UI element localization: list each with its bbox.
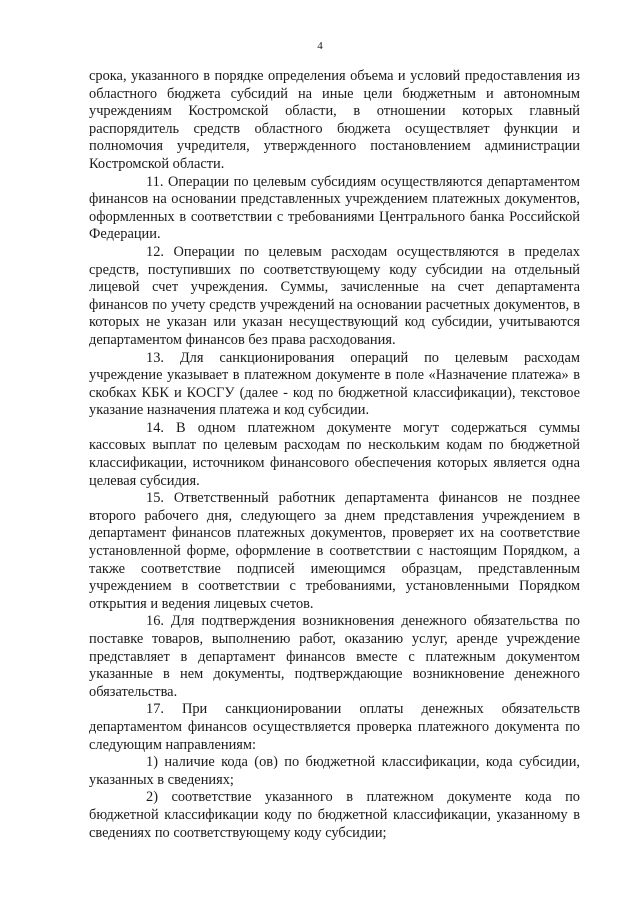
paragraph-11: 11. Операции по целевым субсидиям осуществляются департаментом финансов на основании представленных учреждением платежных документов, оформленных в соответствии с требованиями Центрального банка Российской Федерации. xyxy=(89,173,580,243)
paragraph-continuation: срока, указанного в порядке определения объема и условий предоставления из областного бюджета субсидий на иные цели бюджетным и автономным учреждениям Костромской области, в отношении которых главный распорядитель средств областного бюджета осуществляет функции и полномочия учредителя, утвержденного постановлением администрации Костромской области. xyxy=(89,68,580,172)
list-item-2: 2) соответствие указанного в платежном документе кода по бюджетной классификации коду по бюджетной классификации, указанному в сведениях по соответствующему коду субсидии; xyxy=(89,789,580,841)
paragraph-16: 16. Для подтверждения возникновения денежного обязательства по поставке товаров, выполнению работ, оказанию услуг, аренде учреждение представляет в департамент финансов вместе с платежным документом указанные в нем документы, подтверждающие возникновение денежного обязательства. xyxy=(89,613,580,700)
paragraph-17: 17. При санкционировании оплаты денежных обязательств департаментом финансов осуществляется проверка платежного документа по следующим направлениям: xyxy=(89,701,580,753)
paragraph-13: 13. Для санкционирования операций по целевым расходам учреждение указывает в платежном документе в поле «Назначение платежа» в скобках КБК и КОСГУ (далее - код по бюджетной классификации), текстовое указание назначения платежа и код субсидии. xyxy=(89,349,580,419)
page-number: 4 xyxy=(317,40,323,52)
list-item-1: 1) наличие кода (ов) по бюджетной классификации, кода субсидии, указанных в сведениях; xyxy=(89,754,580,788)
document-body xyxy=(89,68,580,842)
paragraph-14: 14. В одном платежном документе могут содержаться суммы кассовых выплат по целевым расходам по нескольким кодам по бюджетной классификации, источником финансового обеспечения которых является одна целевая субсидия. xyxy=(89,419,580,489)
paragraph-15: 15. Ответственный работник департамента финансов не позднее второго рабочего дня, следующего за днем представления учреждением в департамент финансов платежных документов, проверяет их на соответствие установленной форме, оформление в соответствии с настоящим Порядком, а также соответствие подписей имеющимся образцам, представленным учреждением в соответствии с требованиями, установленными Порядком открытия и ведения лицевых счетов. xyxy=(89,490,580,612)
paragraph-12: 12. Операции по целевым расходам осуществляются в пределах средств, поступивших по соответствующему коду субсидии на отдельный лицевой счет учреждения. Суммы, зачисленные на счет департамента финансов по учету средств учреждений на основании расчетных документов, в которых не указан или указан несуществующий код субсидии, учитываются департаментом финансов без права расходования. xyxy=(89,243,580,348)
